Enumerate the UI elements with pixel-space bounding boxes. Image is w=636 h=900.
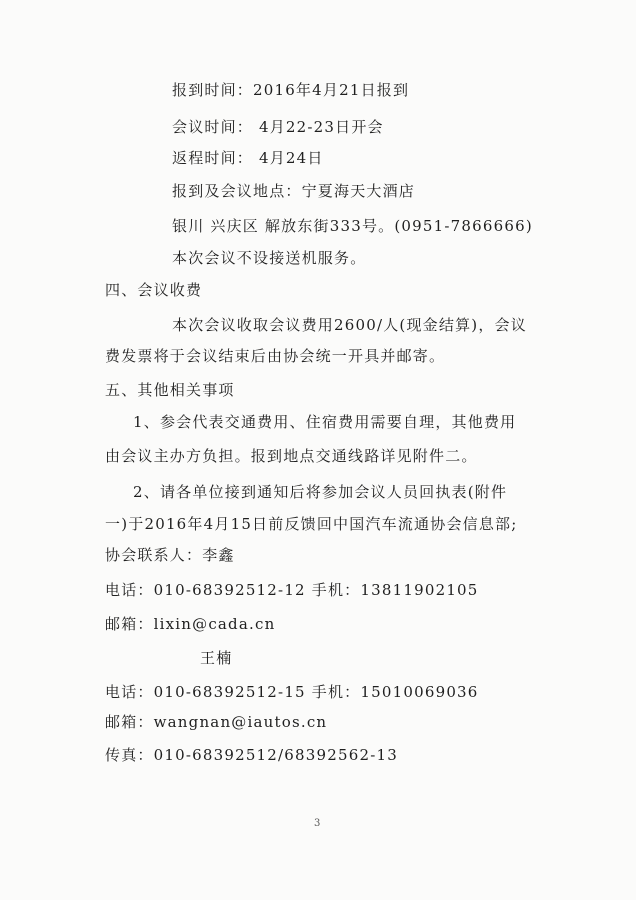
fees-paragraph-line-2: 费发票将于会议结束后由协会统一开具并邮寄。 bbox=[105, 347, 446, 365]
return-time-line: 返程时间： 4月24日 bbox=[172, 149, 324, 167]
item-2-line-1: 2、请各单位接到通知后将参加会议人员回执表(附件 bbox=[133, 483, 508, 501]
contact-2-phone-line: 电话：010-68392512-15 手机：15010069036 bbox=[105, 683, 479, 701]
contact-person-line: 协会联系人：李鑫 bbox=[105, 546, 235, 564]
page-number: 3 bbox=[314, 818, 321, 829]
section-heading-other: 五、其他相关事项 bbox=[105, 381, 235, 399]
venue-line: 报到及会议地点：宁夏海天大酒店 bbox=[172, 182, 416, 200]
meeting-time-line: 会议时间： 4月22-23日开会 bbox=[172, 118, 384, 136]
item-2-line-2: 一)于2016年4月15日前反馈回中国汽车流通协会信息部; bbox=[105, 515, 518, 533]
item-1-line-1: 1、参会代表交通费用、住宿费用需要自理，其他费用 bbox=[133, 413, 517, 431]
contact-1-email-line: 邮箱：lixin@cada.cn bbox=[105, 615, 276, 633]
contact-1-phone-line: 电话：010-68392512-12 手机：13811902105 bbox=[105, 581, 479, 599]
registration-time-line: 报到时间：2016年4月21日报到 bbox=[172, 81, 410, 99]
contact-2-name: 王楠 bbox=[200, 649, 233, 667]
item-1-line-2: 由会议主办方负担。报到地点交通线路详见附件二。 bbox=[105, 447, 478, 465]
section-heading-fees: 四、会议收费 bbox=[105, 281, 203, 299]
fees-paragraph-line-1: 本次会议收取会议费用2600/人(现金结算)，会议 bbox=[172, 316, 527, 334]
address-line: 银川 兴庆区 解放东街333号。(0951-7866666) bbox=[172, 217, 533, 235]
contact-2-email-line: 邮箱：wangnan@iautos.cn bbox=[105, 713, 328, 731]
shuttle-notice-line: 本次会议不设接送机服务。 bbox=[172, 249, 367, 267]
fax-line: 传真：010-68392512/68392562-13 bbox=[105, 746, 399, 764]
